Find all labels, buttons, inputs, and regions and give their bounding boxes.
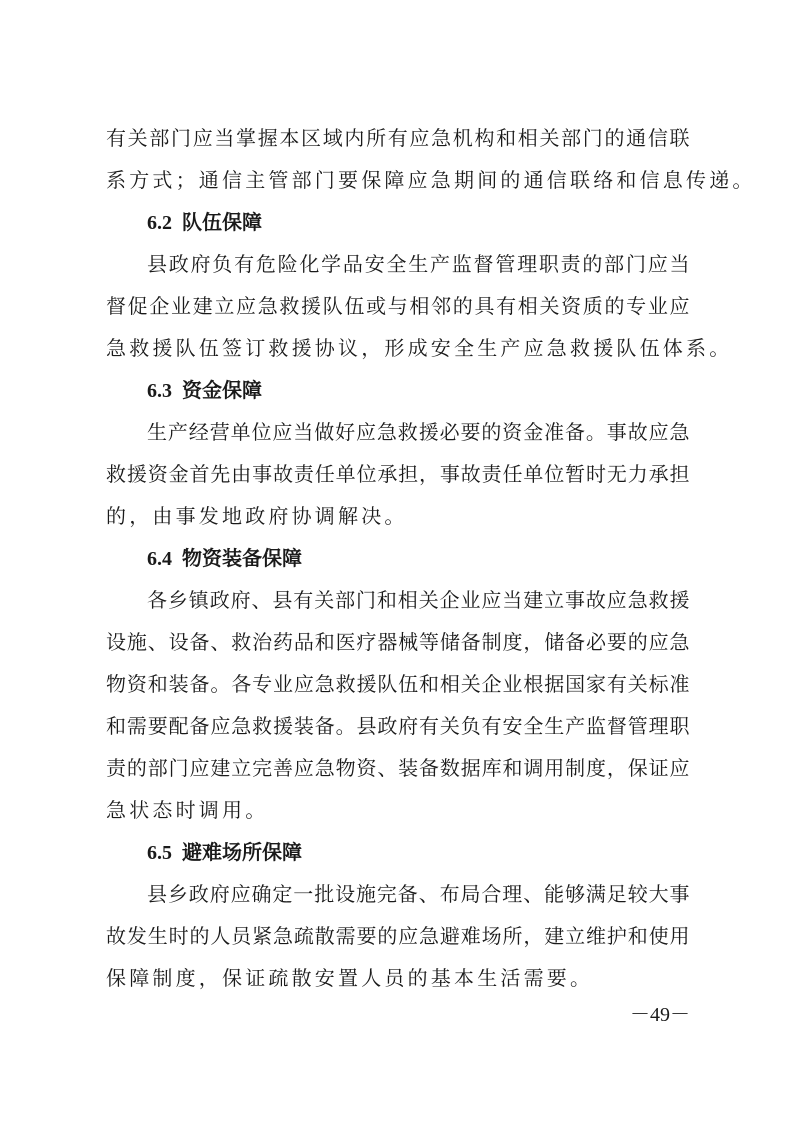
paragraph-line: 故发生时的人员紧急疏散需要的应急避难场所，建立维护和使用 bbox=[106, 924, 690, 948]
paragraph-line: 的，由事发地政府协调解决。 bbox=[106, 504, 408, 528]
paragraph-line: 和需要配备应急救援装备。县政府有关负有安全生产监督管理职 bbox=[106, 714, 690, 738]
section-title: 物资装备保障 bbox=[182, 546, 302, 570]
section-number: 6.3 bbox=[147, 380, 172, 402]
section-heading-6-5 bbox=[147, 834, 302, 870]
paragraph-line: 县政府负有危险化学品安全生产监督管理职责的部门应当 bbox=[147, 252, 690, 276]
paragraph-line: 保障制度，保证疏散安置人员的基本生活需要。 bbox=[106, 966, 594, 990]
paragraph-line: 督促企业建立应急救援队伍或与相邻的具有相关资质的专业应 bbox=[106, 294, 690, 318]
section-number: 6.4 bbox=[147, 548, 172, 570]
section-title: 避难场所保障 bbox=[182, 840, 302, 864]
paragraph-line: 急救援队伍签订救援协议，形成安全生产应急救援队伍体系。 bbox=[106, 336, 733, 360]
paragraph-line: 设施、设备、救治药品和医疗器械等储备制度，储备必要的应急 bbox=[106, 630, 690, 654]
paragraph-line: 各乡镇政府、县有关部门和相关企业应当建立事故应急救援 bbox=[147, 588, 690, 612]
paragraph-line: 生产经营单位应当做好应急救援必要的资金准备。事故应急 bbox=[147, 420, 690, 444]
paragraph-line: 急状态时调用。 bbox=[106, 798, 269, 822]
paragraph-line: 救援资金首先由事故责任单位承担，事故责任单位暂时无力承担 bbox=[106, 462, 690, 486]
page-number: －49－ bbox=[630, 1004, 690, 1026]
paragraph-line: 物资和装备。各专业应急救援队伍和相关企业根据国家有关标准 bbox=[106, 672, 690, 696]
paragraph-line: 责的部门应建立完善应急物资、装备数据库和调用制度，保证应 bbox=[106, 756, 690, 780]
paragraph-line: 县乡政府应确定一批设施完备、布局合理、能够满足较大事 bbox=[147, 882, 690, 906]
section-heading-6-2 bbox=[147, 204, 262, 240]
section-heading-6-3 bbox=[147, 372, 262, 408]
section-number: 6.2 bbox=[147, 212, 172, 234]
section-title: 队伍保障 bbox=[182, 210, 262, 234]
paragraph-line: 系方式；通信主管部门要保障应急期间的通信联络和信息传递。 bbox=[106, 168, 756, 192]
paragraph-line: 有关部门应当掌握本区域内所有应急机构和相关部门的通信联 bbox=[106, 126, 690, 150]
section-heading-6-4 bbox=[147, 540, 302, 576]
section-title: 资金保障 bbox=[182, 378, 262, 402]
section-number: 6.5 bbox=[147, 842, 172, 864]
